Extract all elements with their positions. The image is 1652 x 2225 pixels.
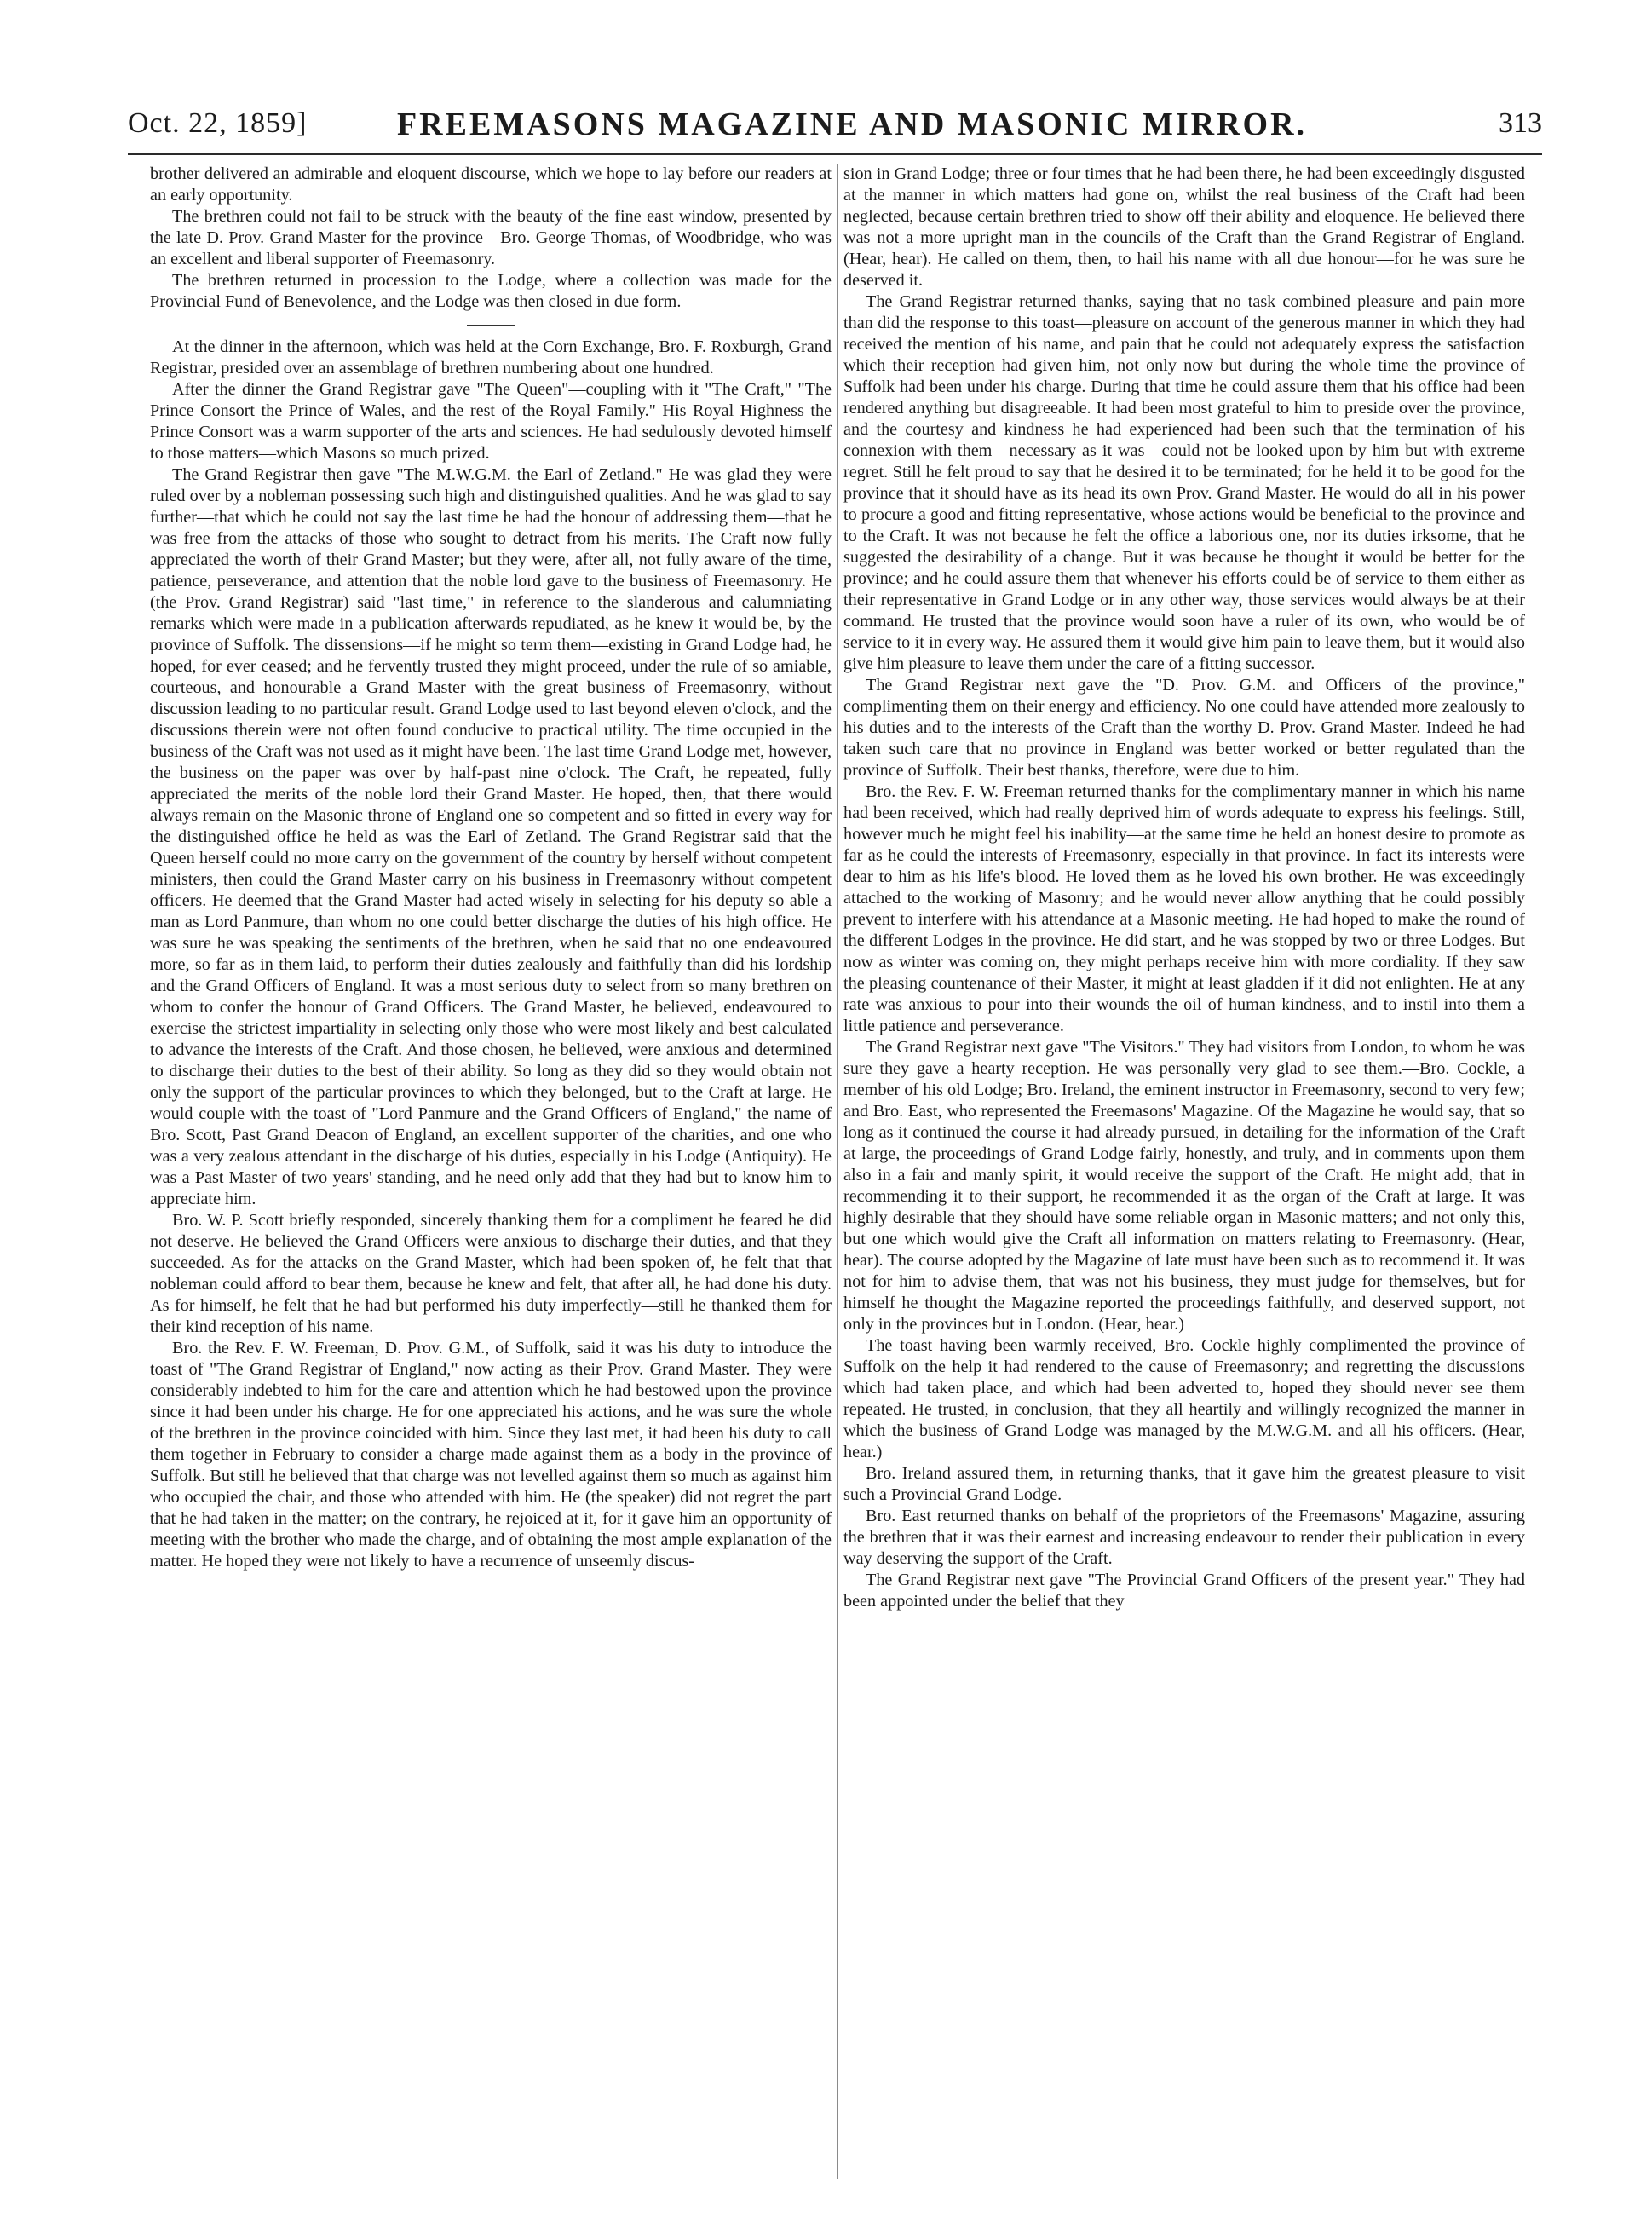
right-column [843, 164, 1525, 2192]
paragraph: Bro. Ireland assured them, in returning thanks, that it gave him the greatest pleasure to visit such a Provincial Grand Lodge. [843, 1464, 1525, 1504]
paragraph: After the dinner the Grand Registrar gave "The Queen"—coupling with it "The Craft," "The Prince Consort the Prince of Wales, and the rest of the Royal Family." His Royal Highness the Prince Consort was a warm supporter of the arts and sciences. He had sedulously devoted himself to those matters—which Masons so much prized. [150, 379, 832, 463]
publication-title: FREEMASONS MAGAZINE AND MASONIC MIRROR. [396, 107, 1308, 142]
issue-date: Oct. 22, 1859] [128, 107, 308, 139]
paragraph: Bro. East returned thanks on behalf of the proprietors of the Freemasons' Magazine, assuring the brethren that it was their earnest and increasing endeavour to render their publication in every way deserving the support of the Craft. [843, 1507, 1525, 1568]
column-divider [837, 164, 838, 2179]
paragraph: Bro. the Rev. F. W. Freeman, D. Prov. G.M., of Suffolk, said it was his duty to introduce the toast of "The Grand Registrar of England," now acting as their Prov. Grand Master. They were considerably indebted to him for the care and attention which he had bestowed upon the province since it had been under his charge. He for one appreciated his actions, and he was sure the whole of the brethren in the province coincided with him. Since they last met, it had been his duty to call them together in February to consider a charge made against them as a body in the province of Suffolk. But still he believed that that charge was not levelled against them so much as against him who occupied the chair, and those who attended with him. He (the speaker) did not regret the part that he had taken in the matter; on the contrary, he rejoiced at it, for it gave him an opportunity of meeting with the brother who made the charge, and of obtaining the most ample explanation of the matter. He hoped they were not likely to have a recurrence of unseemly discus- [150, 1338, 832, 1571]
paragraph: The Grand Registrar then gave "The M.W.G.M. the Earl of Zetland." He was glad they were ruled over by a nobleman possessing such high and distinguished qualities. And he was glad to say further—that which he could not say the last time he had the honour of addressing them—that he was free from the attacks of those who sought to detract from his merits. The Craft now fully appreciated the worth of their Grand Master; but they were, after all, not fully aware of the time, patience, perseverance, and attention that the noble lord gave to the business of Freemasonry. He (the Prov. Grand Registrar) said "last time," in reference to the slanderous and calumniating remarks which were made in a publication afterwards repudiated, as he knew it would be, by the province of Suffolk. The dissensions—if he might so term them—existing in Grand Lodge had, he hoped, for ever ceased; and he fervently trusted they might proceed, under the rule of so amiable, courteous, and honourable a Grand Master with the great business of Freemasonry, without discussion leading to no particular result. Grand Lodge used to last beyond eleven o'clock, and the discussions therein were not often found conducive to practical utility. The time occupied in the business of the Craft was not used as it might have been. The last time Grand Lodge met, however, the business on the paper was over by half-past nine o'clock. The Craft, he repeated, fully appreciated the merits of the noble lord their Grand Master. He hoped, then, that there would always remain on the Masonic throne of England one so competent and so fitted in every way for the distinguished office he held as was the Earl of Zetland. The Grand Registrar said that the Queen herself could no more carry on the government of the country by herself without competent ministers, then could the Grand Master carry on his business in Freemasonry without competent officers. He deemed that the Grand Master had acted wisely in selecting for his deputy so able a man as Lord Panmure, than whom no one could better discharge the duties of his high office. He was sure he was speaking the sentiments of the brethren, when he said that no one endeavoured more, so far as in them laid, to perform their duties zealously and faithfully than did his lordship and the Grand Officers of England. It was a most serious duty to select from so many brethren on whom to confer the honour of Grand Officers. The Grand Master, he believed, endeavoured to exercise the strictest impartiality in selecting only those who were most likely and best calculated to advance the interests of the Craft. And those chosen, he believed, were anxious and determined to discharge their duties to the best of their ability. So long as they did so they would obtain not only the support of the particular provinces to which they belonged, but to the Craft at large. He would couple with the toast of "Lord Panmure and the Grand Officers of England," the name of Bro. Scott, Past Grand Deacon of England, an excellent supporter of the charities, and one who was a very zealous attendant in the discharge of his duties, especially in his Lodge (Antiquity). He was a Past Master of two years' standing, and he need only add that they had but to know him to appreciate him. [150, 464, 832, 1208]
paragraph: The Grand Registrar next gave "The Provincial Grand Officers of the present year." They had been appointed under the belief that they [843, 1571, 1525, 1611]
paragraph: The brethren returned in procession to the Lodge, where a collection was made for the Provincial Fund of Benevolence, and the Lodge was then closed in due form. [150, 271, 832, 311]
paragraph: brother delivered an admirable and eloquent discourse, which we hope to lay before our readers at an early opportunity. [150, 164, 832, 205]
paragraph: The Grand Registrar returned thanks, saying that no task combined pleasure and pain more than did the response to this toast—pleasure on account of the generous manner in which they had received the mention of his name, and pain that he could not adequately express the satisfaction which their reception had given him, not only now but during the whole time the province of Suffolk had been under his charge. During that time he could assure them that his office had been rendered anything but disagreeable. It had been most grateful to him to preside over the province, and the courtesy and kindness he had experienced had been such that the termination of his connexion with them—necessary as it was—could not be looked upon by him but with extreme regret. Still he felt proud to say that he desired it to be terminated; for he held it to be good for the province that it should have as its head its own Prov. Grand Master. He would do all in his power to procure a good and fitting representative, whose actions would be beneficial to the province and to the Craft. It was not because he felt the office a laborious one, nor its duties irksome, that he suggested the desirability of a change. But it was because he thought it would be better for the province; and he could assure them that whenever his efforts could be of service to them either as their representative in Grand Lodge or in any other way, those services would always be at their command. He trusted that the province would soon have a ruler of its own, who would be of service to it in every way. He assured them it would give him pain to leave them, but it would also give him pleasure to leave them under the care of a fitting successor. [843, 292, 1525, 673]
page-header [128, 102, 1542, 155]
paragraph: Bro. the Rev. F. W. Freeman returned thanks for the complimentary manner in which his name had been received, which had really deprived him of words adequate to express his feelings. Still, however much he might feel his inability—at the same time he held an honest desire to promote as far as he could the interests of Freemasonry, especially in that province. In fact its interests were dear to him as his life's blood. He loved them as he loved his own brother. He was exceedingly attached to the working of Masonry; and he would never allow anything that he could possibly prevent to interfere with his attendance at a Masonic meeting. He had hoped to make the round of the different Lodges in the province. He did start, and he was stopped by two or three Lodges. But now as winter was coming on, they might perhaps receive him with more cordiality. If they saw the pleasing countenance of their Master, it might at least gladden if it did not enlighten. He at any rate was anxious to pour into their wounds the oil of human kindness, and to instil into them a little patience and perseverance. [843, 782, 1525, 1035]
section-divider [467, 325, 515, 326]
page-number: 313 [1499, 107, 1542, 139]
paragraph: The brethren could not fail to be struck with the beauty of the fine east window, presented by the late D. Prov. Grand Master for the province—Bro. George Thomas, of Woodbridge, who was an excellent and liberal supporter of Freemasonry. [150, 207, 832, 268]
paragraph: The Grand Registrar next gave "The Visitors." They had visitors from London, to whom he was sure they gave a hearty reception. He was personally very glad to see them.—Bro. Cockle, a member of his old Lodge; Bro. Ireland, the eminent instructor in Freemasonry, second to very few; and Bro. East, who represented the Freemasons' Magazine. Of the Magazine he would say, that so long as it continued the course it had already pursued, in detailing for the information of the Craft at large, the proceedings of Grand Lodge fairly, honestly, and truly, and in comments upon them also in a fair and manly spirit, it would receive the support of the Craft. He might add, that in recommending it to their support, he recommended it as the organ of the Craft at large. It was highly desirable that they should have some reliable organ in Masonic matters; and not only this, but one which would give the Craft all information on matters relating to Freemasonry. (Hear, hear). The course adopted by the Magazine of late must have been such as to recommend it. It was not for him to advise them, that was not his business, they must judge for themselves, but for himself he thought the Magazine reported the proceedings faithfully, and deserved support, not only in the provinces but in London. (Hear, hear.) [843, 1038, 1525, 1334]
paragraph: The Grand Registrar next gave the "D. Prov. G.M. and Officers of the province," complimenting them on their energy and efficiency. No one could have attended more zealously to his duties and to the interests of the Craft than the worthy D. Prov. Grand Master. Indeed he had taken such care that no province in England was better worked or better regulated than the province of Suffolk. Their best thanks, therefore, were due to him. [843, 676, 1525, 780]
paragraph: At the dinner in the afternoon, which was held at the Corn Exchange, Bro. F. Roxburgh, Grand Registrar, presided over an assemblage of brethren numbering about one hundred. [150, 337, 832, 378]
paragraph: sion in Grand Lodge; three or four times that he had been there, he had been exceedingly disgusted at the manner in which matters had gone on, whilst the real business of the Craft had been neglected, because certain brethren tried to show off their ability and eloquence. He believed there was not a more upright man in the councils of the Craft than the Grand Registrar of England. (Hear, hear). He called on them, then, to hail his name with all due honour—for he was sure he deserved it. [843, 164, 1525, 290]
paragraph: Bro. W. P. Scott briefly responded, sincerely thanking them for a compliment he feared he did not deserve. He believed the Grand Officers were anxious to discharge their duties, and that they succeeded. As for the attacks on the Grand Master, which had been spoken of, he felt that that nobleman could afford to bear them, because he knew and felt, that after all, he had done his duty. As for himself, he felt that he had but performed his duty imperfectly—still he thanked them for their kind reception of his name. [150, 1210, 832, 1336]
left-column [150, 164, 832, 2192]
paragraph: The toast having been warmly received, Bro. Cockle highly complimented the province of Suffolk on the help it had rendered to the cause of Freemasonry; and regretting the discussions which had taken place, and which had been adverted to, hoped they should never see them repeated. He trusted, in conclusion, that they all heartily and willingly recognized the manner in which the business of Grand Lodge was managed by the M.W.G.M. and all his officers. (Hear, hear.) [843, 1336, 1525, 1461]
